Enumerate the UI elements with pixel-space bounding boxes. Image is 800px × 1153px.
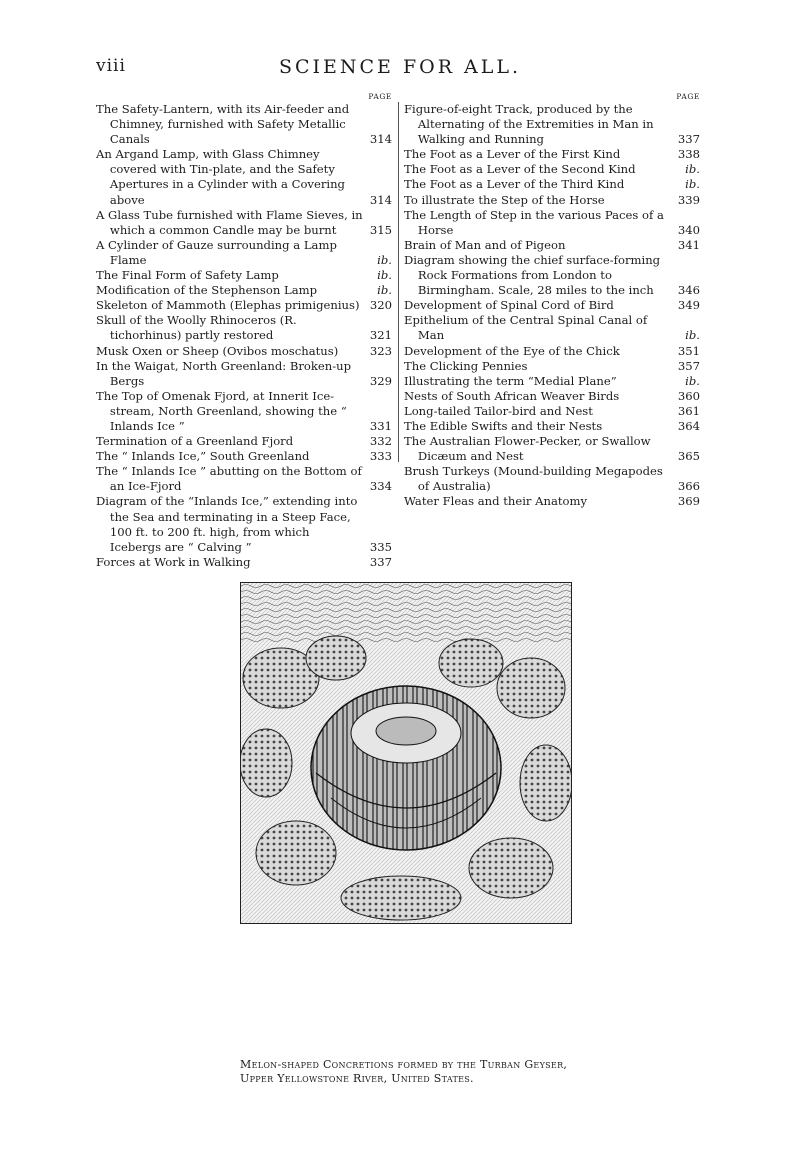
list-item xyxy=(404,208,700,238)
illustration-title: Diagram of the “Inlands Ice,” extending into the Sea and terminating in a Steep Face, 100 ft. to 200 ft. high, from which Icebergs are “ Calving ” xyxy=(96,494,358,554)
page-reference: ib. xyxy=(685,328,700,343)
right-entries xyxy=(404,102,700,510)
page-reference: 320 xyxy=(369,298,392,313)
list-item xyxy=(404,359,700,374)
page-reference: 314 xyxy=(369,192,392,207)
left-entries xyxy=(96,102,392,570)
illustration-title: Forces at Work in Walking xyxy=(96,554,251,569)
illustration-title: The Australian Flower-Pecker, or Swallow Dicæum and Nest xyxy=(404,434,651,464)
right-column xyxy=(404,92,700,510)
illustration-title: Long-tailed Tailor-bird and Nest xyxy=(404,403,593,418)
illustration-title: To illustrate the Step of the Horse xyxy=(404,192,605,207)
list-item xyxy=(96,344,392,359)
page-header xyxy=(96,56,704,80)
page-reference: 340 xyxy=(677,222,700,237)
illustration-title: Skeleton of Mammoth (Elephas primigenius) xyxy=(96,298,360,313)
illustration-title: The Foot as a Lever of the First Kind xyxy=(404,147,621,162)
illustration-title: Development of the Eye of the Chick xyxy=(404,343,620,358)
page-reference: 331 xyxy=(369,418,392,433)
engraving-image xyxy=(241,583,571,923)
list-item xyxy=(404,193,700,208)
illustration-title: A Glass Tube furnished with Flame Sieves, in which a common Candle may be burnt xyxy=(96,207,363,237)
page-reference: 323 xyxy=(369,343,392,358)
illustration-title: Water Fleas and their Anatomy xyxy=(404,494,588,509)
list-item xyxy=(404,147,700,162)
illustration-title: Illustrating the term “Medial Plane” xyxy=(404,373,617,388)
page-reference: 338 xyxy=(677,147,700,162)
list-item xyxy=(404,313,700,343)
running-title: SCIENCE FOR ALL. xyxy=(278,56,522,78)
concretions-illustration xyxy=(240,582,572,924)
left-column xyxy=(96,92,392,570)
list-item xyxy=(96,464,392,494)
illustration-title: The Clicking Pennies xyxy=(404,358,528,373)
list-item xyxy=(96,359,392,389)
list-item xyxy=(404,419,700,434)
list-item xyxy=(404,374,700,389)
page-reference: 337 xyxy=(677,132,700,147)
illustration-title: A Cylinder of Gauze surrounding a Lamp Flame xyxy=(96,237,337,267)
list-item xyxy=(404,102,700,147)
illustration-title: Epithelium of the Central Spinal Canal of Man xyxy=(404,313,648,343)
list-item xyxy=(404,344,700,359)
list-item xyxy=(404,464,700,494)
illustration-title: Brush Turkeys (Mound-building Megapodes of Australia) xyxy=(404,464,663,494)
illustration-title: The Safety-Lantern, with its Air-feeder and Chimney, furnished with Safety Metallic Canals xyxy=(96,102,350,147)
list-item xyxy=(96,389,392,434)
list-item xyxy=(404,404,700,419)
list-item xyxy=(96,268,392,283)
illustration-title: In the Waigat, North Greenland: Broken-up Bergs xyxy=(96,358,352,388)
page-reference: 314 xyxy=(369,132,392,147)
page-reference: ib. xyxy=(377,283,392,298)
illustration-title: Musk Oxen or Sheep (Ovibos moschatus) xyxy=(96,343,339,358)
list-item xyxy=(96,102,392,147)
list-item xyxy=(96,313,392,343)
list-item xyxy=(404,177,700,192)
page-reference: 341 xyxy=(677,237,700,252)
illustration-title: Skull of the Woolly Rhinoceros (R. tichorhinus) partly restored xyxy=(96,313,297,343)
illustration-title: The Final Form of Safety Lamp xyxy=(96,268,279,283)
illustration-title: Nests of South African Weaver Birds xyxy=(404,388,620,403)
figure-caption: Melon-shaped Concretions formed by the Turban Geyser, Upper Yellowstone River, United States. xyxy=(240,1058,568,1085)
list-item xyxy=(404,238,700,253)
page-reference: 332 xyxy=(369,434,392,449)
list-item xyxy=(404,389,700,404)
page-reference: 366 xyxy=(677,479,700,494)
page-number: viii xyxy=(96,56,126,76)
page-reference: 369 xyxy=(677,494,700,509)
page-column-label: PAGE xyxy=(368,92,392,101)
illustration-list xyxy=(96,92,708,569)
page-reference: 349 xyxy=(677,298,700,313)
illustration-title: Development of Spinal Cord of Bird xyxy=(404,298,614,313)
list-item xyxy=(96,494,392,554)
column-divider xyxy=(398,102,399,462)
page-reference: ib. xyxy=(377,252,392,267)
list-item xyxy=(96,238,392,268)
page-reference: 329 xyxy=(369,373,392,388)
illustration-title: The Foot as a Lever of the Third Kind xyxy=(404,177,625,192)
page-reference: 361 xyxy=(677,403,700,418)
page-reference: 334 xyxy=(369,479,392,494)
list-item xyxy=(404,298,700,313)
list-item xyxy=(404,494,700,509)
page-reference: 346 xyxy=(677,283,700,298)
page-reference: 351 xyxy=(677,343,700,358)
illustration-title: The Foot as a Lever of the Second Kind xyxy=(404,162,636,177)
illustration-title: An Argand Lamp, with Glass Chimney covered with Tin-plate, and the Safety Apertures in a Cylinder with a Covering above xyxy=(96,147,345,207)
illustration-title: The Top of Omenak Fjord, at Innerit Ice-stream, North Greenland, showing the “ Inlands Ice ” xyxy=(96,388,347,433)
list-item xyxy=(404,253,700,298)
page-column-label: PAGE xyxy=(676,92,700,101)
page-reference: 335 xyxy=(369,539,392,554)
list-item xyxy=(96,283,392,298)
list-item xyxy=(404,434,700,464)
list-item xyxy=(404,162,700,177)
page-reference: 365 xyxy=(677,449,700,464)
page-reference: ib. xyxy=(685,177,700,192)
list-item xyxy=(96,298,392,313)
page-reference: 321 xyxy=(369,328,392,343)
illustration-title: Modification of the Stephenson Lamp xyxy=(96,283,318,298)
illustration-title: The “ Inlands Ice,” South Greenland xyxy=(96,449,310,464)
illustration-title: Brain of Man and of Pigeon xyxy=(404,237,566,252)
illustration-title: The Length of Step in the various Paces of a Horse xyxy=(404,207,664,237)
list-item xyxy=(96,555,392,570)
list-item xyxy=(96,449,392,464)
page-reference: 337 xyxy=(369,554,392,569)
page-reference: 357 xyxy=(677,358,700,373)
illustration-title: The Edible Swifts and their Nests xyxy=(404,418,603,433)
list-item xyxy=(96,147,392,207)
illustration-title: Diagram showing the chief surface-forming Rock Formations from London to Birmingham. Scale, 28 miles to the inch xyxy=(404,252,661,298)
page-reference: 364 xyxy=(677,418,700,433)
illustration-title: Figure-of-eight Track, produced by the Alternating of the Extremities in Man in Walking and Running xyxy=(404,102,654,147)
page-reference: ib. xyxy=(685,373,700,388)
page-reference: ib. xyxy=(377,268,392,283)
illustration-title: The “ Inlands Ice ” abutting on the Bottom of an Ice-Fjord xyxy=(96,464,362,494)
illustration-title: Termination of a Greenland Fjord xyxy=(96,434,294,449)
list-item xyxy=(96,434,392,449)
list-item xyxy=(96,208,392,238)
page-reference: ib. xyxy=(685,162,700,177)
page-reference: 339 xyxy=(677,192,700,207)
page-reference: 333 xyxy=(369,449,392,464)
page-reference: 315 xyxy=(369,222,392,237)
page-reference: 360 xyxy=(677,388,700,403)
